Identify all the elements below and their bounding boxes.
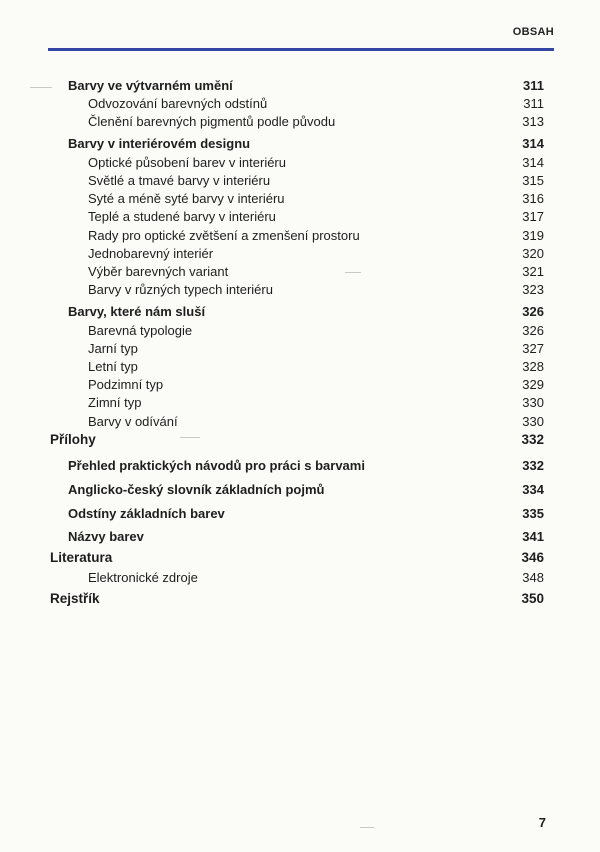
scan-speck [345,272,361,273]
toc-entry-page: 327 [522,341,544,356]
toc-entry-title: Zimní typ [88,395,142,410]
header-rule [48,48,554,51]
toc-entry-title: Jarní typ [88,341,138,356]
toc-entry [0,227,600,245]
toc-entry-page: 319 [522,228,544,243]
toc-entry-page: 315 [522,173,544,188]
toc-entry-title: Odvozování barevných odstínů [88,96,268,111]
toc-entry-page: 348 [522,570,544,585]
toc-entry [0,245,600,263]
toc-entry [0,95,600,113]
toc-entry-title: Barevná typologie [88,323,193,338]
toc-entry-title: Elektronické zdroje [88,570,198,585]
scan-speck [180,437,200,438]
toc-entry-title: Odstíny základních barev [68,506,225,521]
toc-entry-title: Jednobarevný interiér [88,246,214,261]
toc-entry-page: 321 [522,264,544,279]
toc-entry [0,263,600,281]
scan-speck [360,827,374,828]
toc-entry [0,505,600,523]
toc-entry-title: Výběr barevných variant [88,264,229,279]
scan-speck [30,87,52,88]
toc-entry [0,481,600,499]
toc-entry-page: 313 [522,114,544,129]
toc-entry-page: 311 [523,78,544,93]
toc-entry-title: Rejstřík [50,591,100,606]
toc-entry-page: 330 [522,414,544,429]
toc-entry-title: Světlé a tmavé barvy v interiéru [88,173,271,188]
toc-entry [0,376,600,394]
toc-entry-page: 346 [521,550,544,565]
toc-entry-title: Barvy v různých typech interiéru [88,282,273,297]
toc-entry [0,590,600,608]
toc-entry-title: Optické působení barev v interiéru [88,155,286,170]
toc-entry-page: 316 [522,191,544,206]
toc-entry-title: Literatura [50,550,113,565]
toc-entry [0,135,600,153]
toc-entry-title: Přílohy [50,432,96,447]
toc-entry-title: Syté a méně syté barvy v interiéru [88,191,285,206]
toc-entry-title: Anglicko-český slovník základních pojmů [68,482,325,497]
toc-entry-title: Barvy v interiérovém designu [68,136,251,151]
toc-entry [0,431,600,449]
toc-entry [0,394,600,412]
toc-entry [0,340,600,358]
toc-entry [0,190,600,208]
toc-entry [0,208,600,226]
toc-entry-title: Rady pro optické zvětšení a zmenšení prostoru [88,228,360,243]
header-section-label: OBSAH [512,26,554,38]
page-number: 7 [538,815,546,830]
toc-entry-title: Barvy ve výtvarném umění [68,78,233,93]
toc-entry-title: Členění barevných pigmentů podle původu [88,114,336,129]
toc-entry-page: 314 [522,136,544,151]
toc-entry-page: 317 [522,209,544,224]
toc-entry-page: 326 [522,304,544,319]
toc-entry [0,413,600,431]
toc-entry-title: Podzimní typ [88,377,164,392]
toc-entry [0,77,600,95]
toc-entry-page: 326 [522,323,544,338]
toc-entry-title: Barvy v odívání [88,414,178,429]
toc-entry-page: 320 [522,246,544,261]
toc-entry [0,172,600,190]
toc-entry-page: 314 [522,155,544,170]
toc-entry [0,322,600,340]
toc-entry-page: 332 [522,458,544,473]
toc-entry [0,281,600,299]
toc-entry-page: 330 [522,395,544,410]
toc-entry-title: Letní typ [88,359,138,374]
toc-entry-page: 335 [522,506,544,521]
toc-entry-page: 323 [522,282,544,297]
toc-entry-page: 332 [521,432,544,447]
toc-entry [0,358,600,376]
toc-entry-title: Teplé a studené barvy v interiéru [88,209,276,224]
toc-entry-page: 328 [522,359,544,374]
toc-entry-title: Přehled praktických návodů pro práci s barvami [68,458,365,473]
toc-entry-page: 334 [522,482,544,497]
toc-entry [0,457,600,475]
toc-entry-title: Barvy, které nám sluší [68,304,206,319]
toc-entry-page: 350 [521,591,544,606]
toc-entry [0,569,600,587]
toc-entry [0,154,600,172]
toc-entry [0,113,600,131]
toc-entry [0,303,600,321]
toc-entry-title: Názvy barev [68,529,144,544]
toc-entry-page: 311 [523,96,544,111]
toc-entry [0,528,600,546]
toc-entry [0,549,600,567]
toc-entry-page: 329 [522,377,544,392]
toc-entry-page: 341 [522,529,544,544]
